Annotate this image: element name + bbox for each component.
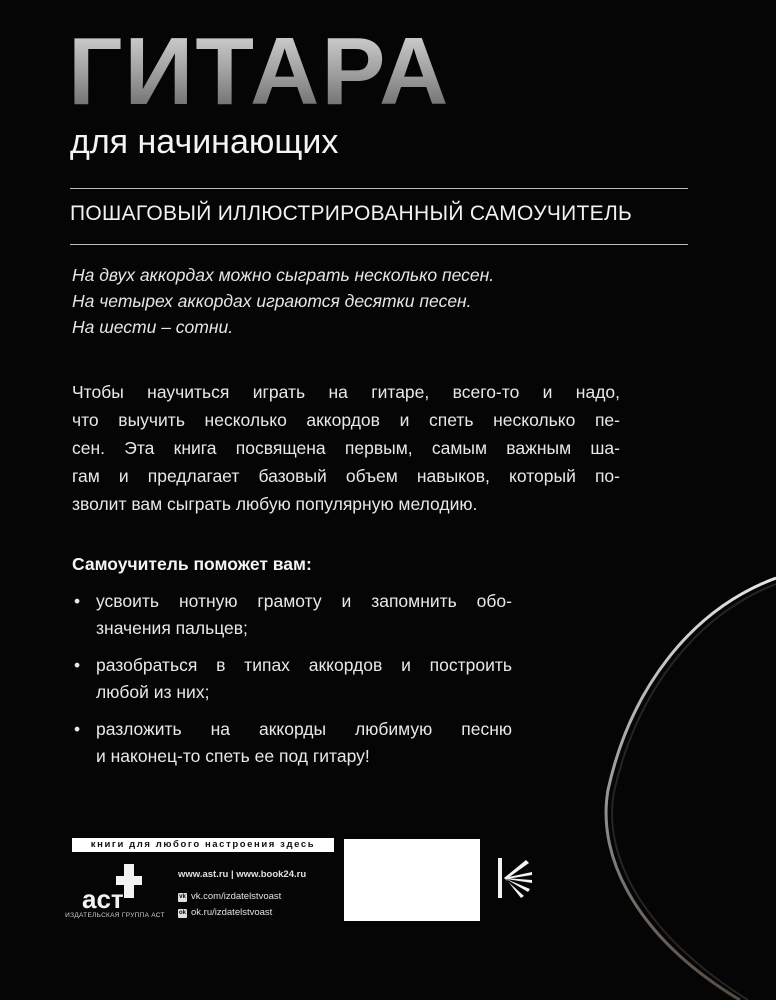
intro-line: На шести – сотни. bbox=[72, 317, 234, 337]
intro-line: На двух аккордах можно сыграть несколько песен. bbox=[72, 265, 495, 285]
bullet-marker: • bbox=[74, 591, 81, 611]
list-item bbox=[72, 716, 512, 770]
publisher-websites[interactable]: www.ast.ru | www.book24.ru bbox=[178, 869, 307, 880]
ast-logo-text: аст bbox=[82, 884, 124, 914]
vk-link[interactable] bbox=[178, 890, 306, 904]
paragraph-line: что выучить несколько аккордов и спеть несколько пе- bbox=[72, 410, 620, 430]
benefits-list bbox=[72, 588, 512, 780]
barcode-area bbox=[344, 839, 480, 921]
paragraph-line: сен. Эта книга посвящена первым, самым важным ша- bbox=[72, 438, 620, 458]
book-title: ГИТАРА bbox=[68, 18, 451, 125]
ok-icon: ok bbox=[178, 909, 186, 916]
vk-link-text: vk.com/izdatelstvoast bbox=[191, 891, 282, 902]
ok-link[interactable] bbox=[178, 906, 306, 920]
list-item-line: усвоить нотную грамоту и запомнить обо- bbox=[96, 591, 512, 611]
description-paragraph bbox=[72, 378, 620, 518]
list-item bbox=[72, 652, 512, 706]
intro-text bbox=[72, 262, 494, 340]
benefits-heading: Самоучитель поможет вам: bbox=[72, 554, 312, 574]
publisher-links bbox=[178, 868, 306, 922]
list-item-line: любой из них; bbox=[96, 682, 210, 702]
book-subtitle: для начинающих bbox=[70, 123, 339, 161]
list-item bbox=[72, 588, 512, 642]
bottom-divider bbox=[70, 244, 688, 245]
book-tagline: ПОШАГОВЫЙ ИЛЛЮСТРИРОВАННЫЙ САМОУЧИТЕЛЬ bbox=[70, 202, 633, 225]
paragraph-line: Чтобы научиться играть на гитаре, всего-то и надо, bbox=[72, 382, 620, 402]
paragraph-line: гам и предлагает базовый объем навыков, который по- bbox=[72, 466, 620, 486]
top-divider bbox=[70, 188, 688, 189]
bullet-marker: • bbox=[74, 655, 81, 675]
list-item-line: значения пальцев; bbox=[96, 618, 248, 638]
list-item-line: разобраться в типах аккордов и построить bbox=[96, 655, 512, 675]
list-item-line: разложить на аккорды любимую песню bbox=[96, 719, 512, 739]
paragraph-line: зволит вам сыграть любую популярную мелодию. bbox=[72, 494, 478, 514]
list-item-line: и наконец-то спеть ее под гитару! bbox=[96, 746, 370, 766]
bullet-marker: • bbox=[74, 719, 81, 739]
intro-line: На четырех аккордах играются десятки песен. bbox=[72, 291, 472, 311]
vk-icon: vk bbox=[179, 893, 186, 900]
ok-link-text: ok.ru/izdatelstvoast bbox=[191, 907, 273, 918]
k-publisher-logo-icon bbox=[496, 856, 536, 900]
publisher-slogan: книги для любого настроения здесь bbox=[72, 838, 334, 852]
publisher-label: ИЗДАТЕЛЬСКАЯ ГРУППА АСТ bbox=[65, 912, 165, 919]
